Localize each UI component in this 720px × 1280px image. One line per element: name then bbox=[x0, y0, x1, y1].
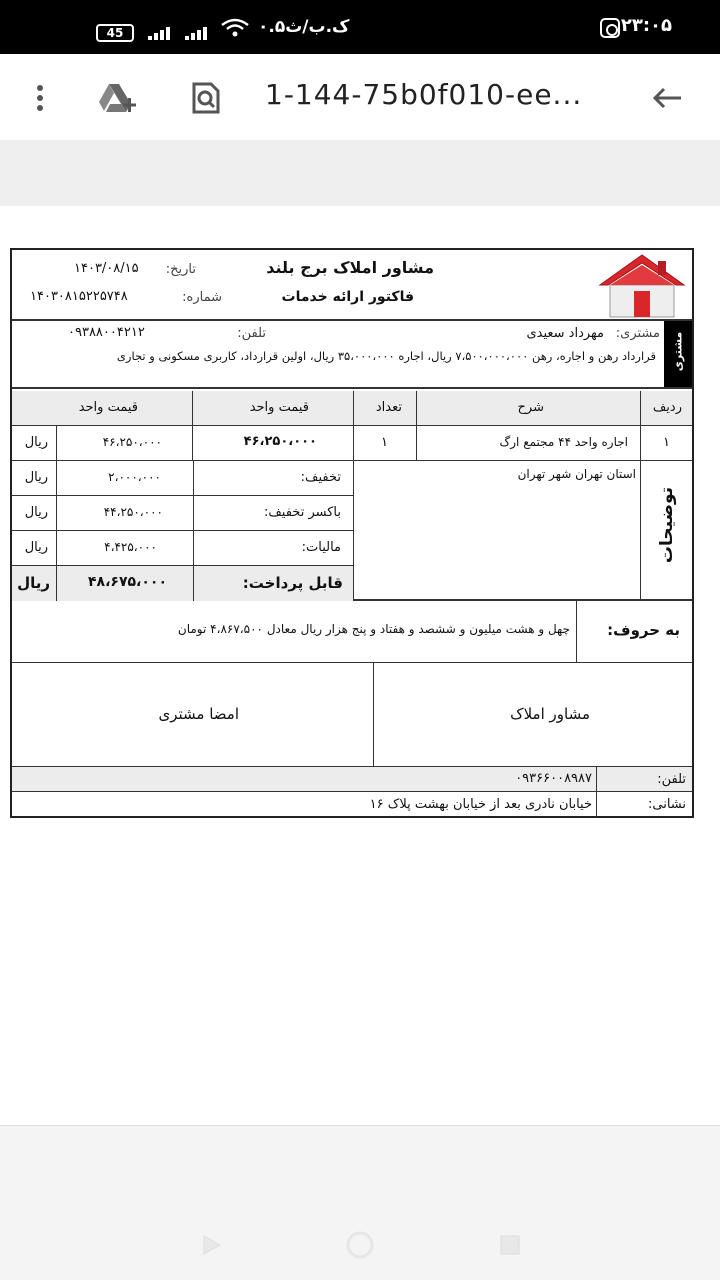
table-row bbox=[12, 426, 692, 461]
payable-row bbox=[12, 566, 353, 601]
customer-label: مشتری: bbox=[615, 326, 660, 341]
status-bar bbox=[0, 0, 720, 54]
in-words-label: به حروف: bbox=[607, 621, 680, 639]
col-unit-price: قیمت واحد bbox=[192, 391, 353, 425]
customer-name: مهرداد سعیدی bbox=[526, 326, 604, 341]
signal-icon bbox=[148, 24, 174, 40]
col-total-price: قیمت واحد bbox=[78, 400, 138, 415]
instagram-icon bbox=[600, 18, 620, 38]
signature-row bbox=[12, 663, 692, 767]
nav-home-icon[interactable] bbox=[346, 1231, 374, 1259]
footer-phone-row bbox=[12, 767, 692, 792]
notes-summary-block bbox=[12, 461, 692, 601]
items-table-header bbox=[12, 391, 692, 426]
customer-phone: ۰۹۳۸۸۰۰۴۲۱۲ bbox=[68, 325, 145, 340]
customer-phone-label: تلفن: bbox=[237, 326, 266, 341]
network-speed: ۰.۵ک.ب/ث bbox=[258, 17, 350, 37]
more-options-icon[interactable] bbox=[18, 76, 62, 120]
address-label: نشانی: bbox=[647, 797, 686, 812]
document-title: 1-144-75b0f010-ee... bbox=[265, 78, 583, 111]
app-toolbar bbox=[0, 54, 720, 140]
customer-section-tab bbox=[664, 321, 692, 387]
invoice-document bbox=[10, 248, 694, 818]
item-total: ۴۶،۲۵۰،۰۰۰ bbox=[102, 435, 162, 449]
payable-currency: ریال bbox=[17, 574, 50, 592]
status-time: ۲۳:۰۵ bbox=[620, 15, 672, 36]
item-description: اجاره واحد ۴۴ مجتمع ارگ bbox=[499, 435, 628, 449]
notes-cell bbox=[353, 461, 640, 599]
col-quantity: تعداد bbox=[353, 391, 416, 425]
company-name: مشاور املاک برج بلند bbox=[266, 258, 434, 277]
customer-section-label: مشتری bbox=[671, 331, 685, 372]
payable-label: قابل پرداخت: bbox=[242, 574, 343, 592]
back-arrow-icon[interactable] bbox=[645, 76, 689, 120]
invoice-title: فاکتور ارائه خدمات bbox=[281, 289, 414, 305]
nav-back-icon[interactable] bbox=[200, 1233, 224, 1257]
date-value: ۱۴۰۳/۰۸/۱۵ bbox=[74, 261, 139, 276]
find-in-page-icon[interactable] bbox=[184, 76, 228, 120]
item-unit-price: ۴۶،۲۵۰،۰۰۰ bbox=[243, 434, 317, 449]
nav-recents-icon[interactable] bbox=[498, 1233, 522, 1257]
col-description: شرح bbox=[416, 391, 640, 425]
notes-label-cell bbox=[640, 461, 692, 599]
customer-signature: امضا مشتری bbox=[158, 705, 239, 723]
notes-label: توضیحات bbox=[657, 486, 677, 564]
add-to-drive-icon[interactable] bbox=[96, 76, 140, 120]
col-row: ردیف bbox=[640, 391, 692, 425]
customer-section bbox=[12, 321, 692, 389]
item-currency: ریال bbox=[24, 435, 48, 450]
address-row bbox=[12, 792, 692, 818]
wifi-icon bbox=[220, 18, 250, 43]
item-row-number: ۱ bbox=[663, 435, 670, 450]
amount-in-words-row bbox=[12, 601, 692, 663]
summary-row: مالیات: ۴،۴۲۵،۰۰۰ ریال bbox=[12, 531, 353, 566]
date-label: تاریخ: bbox=[165, 262, 196, 277]
viewer-top-margin bbox=[0, 140, 720, 206]
contract-description: قرارداد رهن و اجاره، رهن ۷،۵۰۰،۰۰۰،۰۰۰ ریال، اجاره ۳۵،۰۰۰،۰۰۰ ریال، اولین قرارداد، کاربری مسکونی و تجاری bbox=[116, 349, 656, 363]
summary-row: تخفیف: ۲،۰۰۰،۰۰۰ ریال bbox=[12, 461, 353, 496]
footer-phone: ۰۹۳۶۶۰۰۸۹۸۷ bbox=[515, 771, 592, 786]
house-logo-icon bbox=[596, 251, 688, 319]
notes-text: استان تهران شهر تهران bbox=[517, 467, 636, 481]
signal-icon bbox=[185, 24, 211, 40]
item-quantity: ۱ bbox=[381, 435, 388, 450]
invoice-header bbox=[12, 250, 692, 321]
invoice-number: ۱۴۰۳۰۸۱۵۲۲۵۷۴۸ bbox=[30, 289, 128, 304]
agent-signature: مشاور املاک bbox=[510, 705, 590, 723]
address: خیابان نادری بعد از خیابان بهشت پلاک ۱۶ bbox=[369, 797, 592, 812]
in-words-text: چهل و هشت میلیون و ششصد و هفتاد و پنج هزار ریال معادل ۴،۸۶۷،۵۰۰ تومان bbox=[177, 622, 570, 636]
payable-value: ۴۸،۶۷۵،۰۰۰ bbox=[88, 574, 167, 590]
number-label: شماره: bbox=[182, 290, 222, 305]
battery-icon: 45 bbox=[96, 24, 134, 42]
summary-row: باکسر تخفیف: ۴۴،۲۵۰،۰۰۰ ریال bbox=[12, 496, 353, 531]
footer-phone-label: تلفن: bbox=[657, 772, 686, 787]
